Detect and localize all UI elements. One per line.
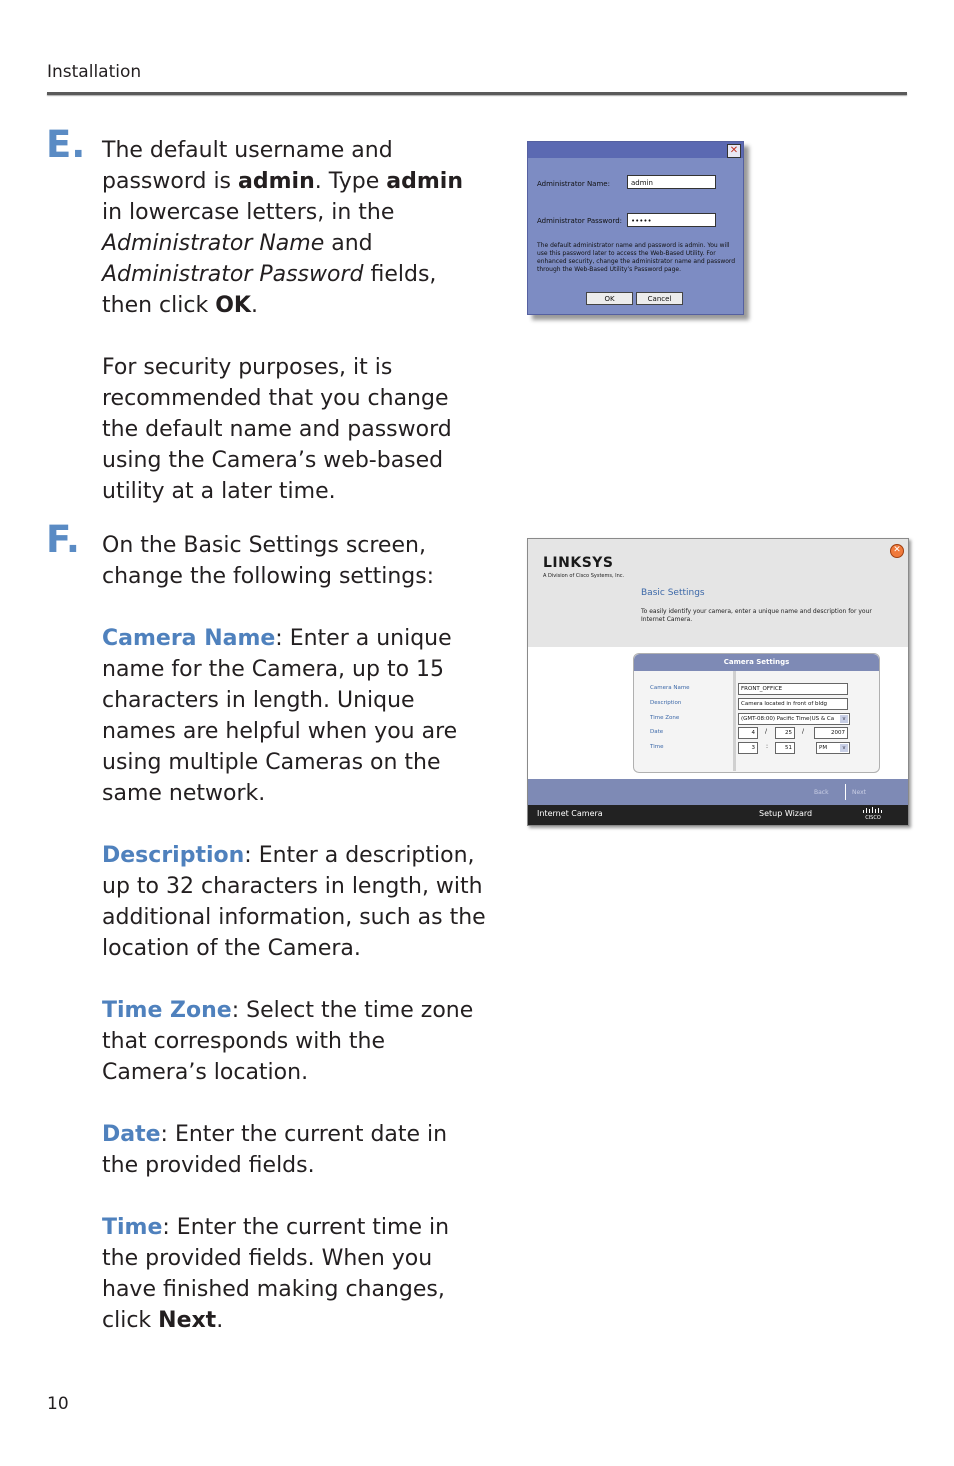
admin-name-label: Administrator Name: [537,180,610,188]
running-header: Installation [47,62,142,82]
cisco-bars-icon [862,807,884,813]
admin-password-field[interactable]: ••••• [627,213,716,227]
bold-username: admin [386,169,463,194]
camera-name-input[interactable]: FRONT_OFFICE [738,683,848,695]
section-intro: To easily identify your camera, enter a unique name and description for your Internet Camera. [641,608,872,623]
time-minute-input[interactable]: 51 [775,742,795,754]
step-f-letter: F. [46,518,80,561]
bold-ok: OK [215,293,251,318]
date-year-input[interactable]: 2007 [814,727,848,739]
setting-term: Date [102,1122,161,1147]
italic-field-name: Administrator Name [102,231,325,256]
back-button[interactable]: Back [814,789,829,796]
camera-name-label: Camera Name [650,685,690,691]
time-ampm-select[interactable] [816,742,850,754]
time-separator: : [766,743,769,750]
chevron-down-icon: v [840,715,848,723]
wizard-nav-bar [528,779,908,805]
setting-desc: : Enter a unique name for the Camera, up to 15 characters in length. Unique names are helpful when you are using multiple Cameras on the same network. [102,626,458,806]
nav-divider [845,784,846,800]
date-month-input[interactable]: 4 [738,727,758,739]
text-run: . [250,293,258,318]
date-separator: / [802,728,805,735]
setting-term: Time Zone [102,998,232,1023]
step-e-paragraph-1 [102,135,487,321]
setting-desc: : Enter the current date in the provided fields. [102,1122,448,1178]
section-title: Basic Settings [641,588,705,598]
time-label: Time [650,744,664,750]
cancel-button[interactable]: Cancel [636,292,683,305]
text-run: fields, then click [102,262,437,318]
description-input[interactable]: Camera located in front of bldg [738,698,848,710]
time-ampm-value: PM [819,745,828,751]
text-run: . [216,1308,224,1333]
ok-button[interactable]: OK [586,292,633,305]
close-icon[interactable]: ✕ [890,544,904,558]
close-icon[interactable]: ✕ [727,144,741,158]
description-label: Description [650,700,682,706]
basic-settings-window [527,538,909,826]
step-e-paragraph-2: For security purposes, it is recommended that you change the default name and password using the Camera’s web-based utility at a later time. [102,355,452,504]
date-day-input[interactable]: 25 [775,727,795,739]
dialog-titlebar [528,142,743,158]
time-hour-input[interactable]: 3 [738,742,758,754]
time-zone-select[interactable] [738,713,850,725]
linksys-tagline: A Division of Cisco Systems, Inc. [543,573,625,579]
setting-desc: : Enter a description, up to 32 characters in length, with additional information, such as the location of the Camera. [102,843,486,961]
setting-time-zone [102,995,487,1088]
setting-date [102,1119,487,1181]
setting-term: Camera Name [102,626,276,651]
page-number: 10 [47,1394,69,1414]
cisco-wordmark: CISCO [865,815,881,821]
time-zone-label: Time Zone [650,715,680,721]
text-run: and [324,231,373,256]
footer-title: Setup Wizard [759,809,813,818]
next-button[interactable]: Next [852,789,866,796]
chevron-down-icon: v [840,744,848,752]
admin-name-field[interactable]: admin [627,175,716,189]
step-f-text [102,530,487,1367]
linksys-logo: LINKSYS [543,555,614,571]
bold-username: admin [238,169,315,194]
text-run: The default username and password is [102,138,393,194]
setting-time [102,1212,487,1336]
footer-product: Internet Camera [537,809,603,818]
login-dialog [527,141,744,315]
time-zone-value: (GMT-08:00) Pacific Time(US & Ca [741,716,835,722]
panel-divider [733,671,736,771]
cisco-logo [862,807,884,821]
setting-camera-name [102,623,487,809]
setting-desc: : Select the time zone that corresponds with the Camera’s location. [102,998,474,1085]
panel-title: Camera Settings [634,654,879,671]
setting-desc: : Enter the current time in the provided fields. When you have finished making changes, click [102,1215,450,1333]
step-f-intro: On the Basic Settings screen, change the following settings: [102,533,435,589]
setting-term: Description [102,843,245,868]
admin-password-label: Administrator Password: [537,217,622,225]
camera-settings-panel [633,653,880,773]
text-run: . Type [314,169,387,194]
step-e-text [102,135,487,538]
bold-next: Next [158,1308,217,1333]
setting-term: Time [102,1215,163,1240]
text-run: in lowercase letters, in the [102,200,395,225]
step-e-letter: E. [46,123,86,166]
header-rule [47,92,907,95]
date-separator: / [765,728,768,735]
dialog-note: The default administrator name and password is admin. You will use this password later to access the Web-Based Utility. For enhanced security, change the administrator name and password through the Web-Based Utility’s Password page. [537,242,736,273]
setting-description [102,840,487,964]
date-label: Date [650,729,664,735]
italic-field-name: Administrator Password [102,262,364,287]
